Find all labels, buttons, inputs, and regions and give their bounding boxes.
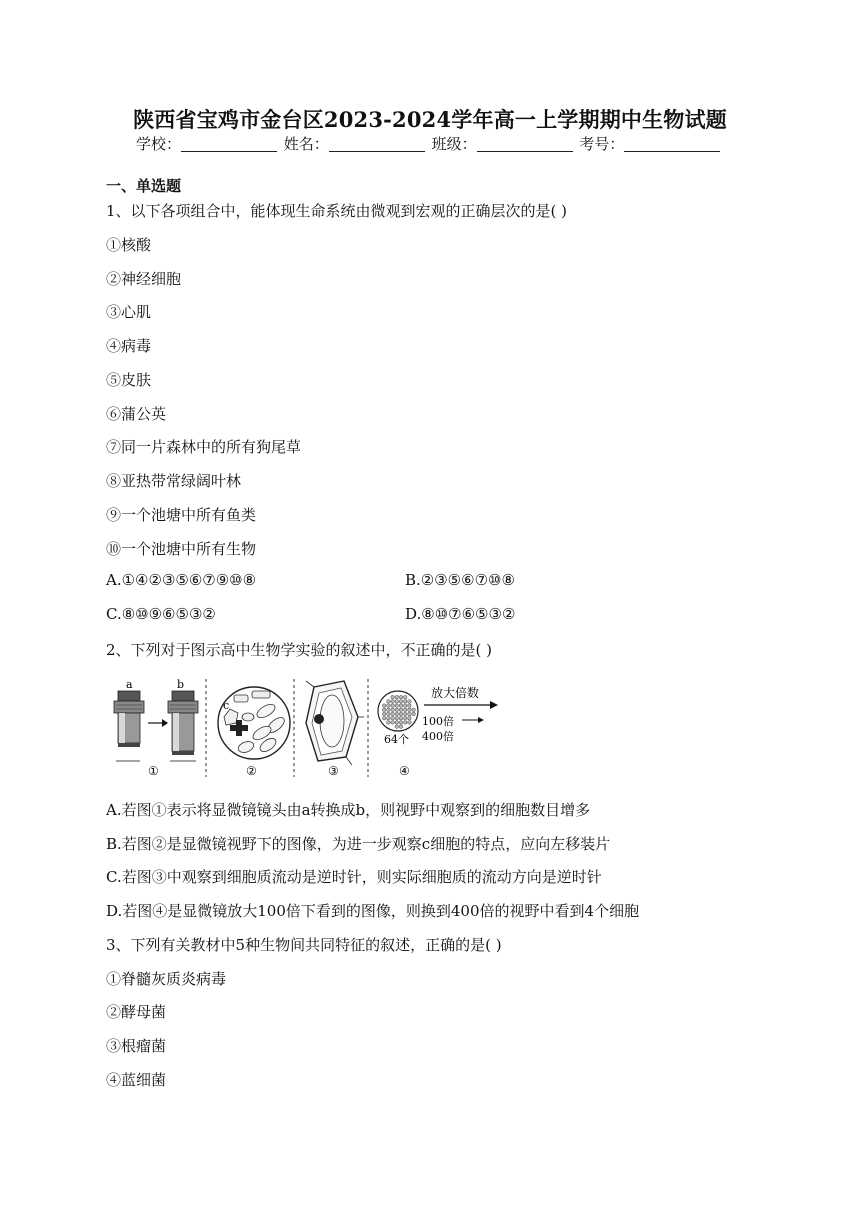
q3-item: ②酵母菌 <box>106 1003 167 1021</box>
name-label: 姓名： <box>283 135 329 153</box>
magnify-100: 100倍 <box>422 715 454 728</box>
q2-option-c[interactable]: C.若图③中观察到细胞质流动是逆时针，则实际细胞质的流动方向是逆时针 <box>106 868 602 886</box>
q2-option-b[interactable]: B.若图②是显微镜视野下的图像，为进一步观察c细胞的特点，应向左移装片 <box>106 835 611 853</box>
q2-figure <box>106 677 506 781</box>
school-label: 学校： <box>136 135 182 153</box>
class-blank[interactable] <box>477 137 573 152</box>
exam-no-blank[interactable] <box>624 137 720 152</box>
student-info-line <box>136 133 722 154</box>
arrow-right-icon <box>148 719 168 727</box>
q1-item: ⑨一个池塘中所有鱼类 <box>106 506 257 524</box>
q1-item: ⑩一个池塘中所有生物 <box>106 540 257 558</box>
arrow-right-icon <box>424 701 498 709</box>
q3-item: ④蓝细菌 <box>106 1071 167 1089</box>
arrow-right-icon <box>462 717 484 723</box>
q1-option-b[interactable]: B.②③⑤⑥⑦⑩⑧ <box>405 571 515 589</box>
q1-item: ②神经细胞 <box>106 270 182 288</box>
magnify-label: 放大倍数 <box>431 686 480 700</box>
q3-item: ①脊髓灰质炎病毒 <box>106 970 227 988</box>
exam-no-label: 考号： <box>579 135 625 153</box>
q1-item: ⑤皮肤 <box>106 371 152 389</box>
q2-option-d[interactable]: D.若图④是显微镜放大100倍下看到的图像，则换到400倍的视野中看到4个细胞 <box>106 902 640 920</box>
figure-number-2: ② <box>246 764 257 778</box>
q1-item: ⑧亚热带常绿阔叶林 <box>106 472 242 490</box>
label-a: a <box>126 678 133 691</box>
magnify-400: 400倍 <box>422 730 454 743</box>
label-b: b <box>177 678 185 691</box>
cell-cluster-icon <box>378 691 418 731</box>
q1-stem: 1、以下各项组合中，能体现生命系统由微观到宏观的正确层次的是( ) <box>106 202 568 220</box>
q1-option-a[interactable]: A.①④②③⑤⑥⑦⑨⑩⑧ <box>106 571 257 589</box>
cell-count: 64个 <box>384 733 409 746</box>
q3-stem: 3、下列有关教材中5种生物间共同特征的叙述，正确的是( ) <box>106 936 502 954</box>
plant-cell-icon <box>306 681 364 765</box>
microscope-field-icon <box>218 687 290 759</box>
page-title: 陕西省宝鸡市金台区2023-2024学年高一上学期期中生物试题 <box>133 107 727 132</box>
figure-number-4: ④ <box>399 764 410 778</box>
q2-stem: 2、下列对于图示高中生物学实验的叙述中，不正确的是( ) <box>106 641 493 659</box>
q2-option-a[interactable]: A.若图①表示将显微镜镜头由a转换成b，则视野中观察到的细胞数目增多 <box>106 801 591 819</box>
q1-item: ④病毒 <box>106 337 152 355</box>
objective-lens-a-icon <box>114 691 144 747</box>
q1-item: ①核酸 <box>106 236 152 254</box>
q1-option-c[interactable]: C.⑧⑩⑨⑥⑤③② <box>106 605 216 623</box>
q1-option-d[interactable]: D.⑧⑩⑦⑥⑤③② <box>405 605 516 623</box>
school-blank[interactable] <box>181 137 277 152</box>
q1-item: ⑥蒲公英 <box>106 405 167 423</box>
name-blank[interactable] <box>329 137 425 152</box>
label-c: c <box>223 699 230 712</box>
class-label: 班级： <box>431 135 477 153</box>
figure-number-3: ③ <box>328 764 339 778</box>
figure-number-1: ① <box>148 764 159 778</box>
q1-item: ⑦同一片森林中的所有狗尾草 <box>106 438 302 456</box>
q3-item: ③根瘤菌 <box>106 1037 167 1055</box>
objective-lens-b-icon <box>168 691 198 755</box>
q1-item: ③心肌 <box>106 303 152 321</box>
section-heading: 一、单选题 <box>106 177 182 195</box>
